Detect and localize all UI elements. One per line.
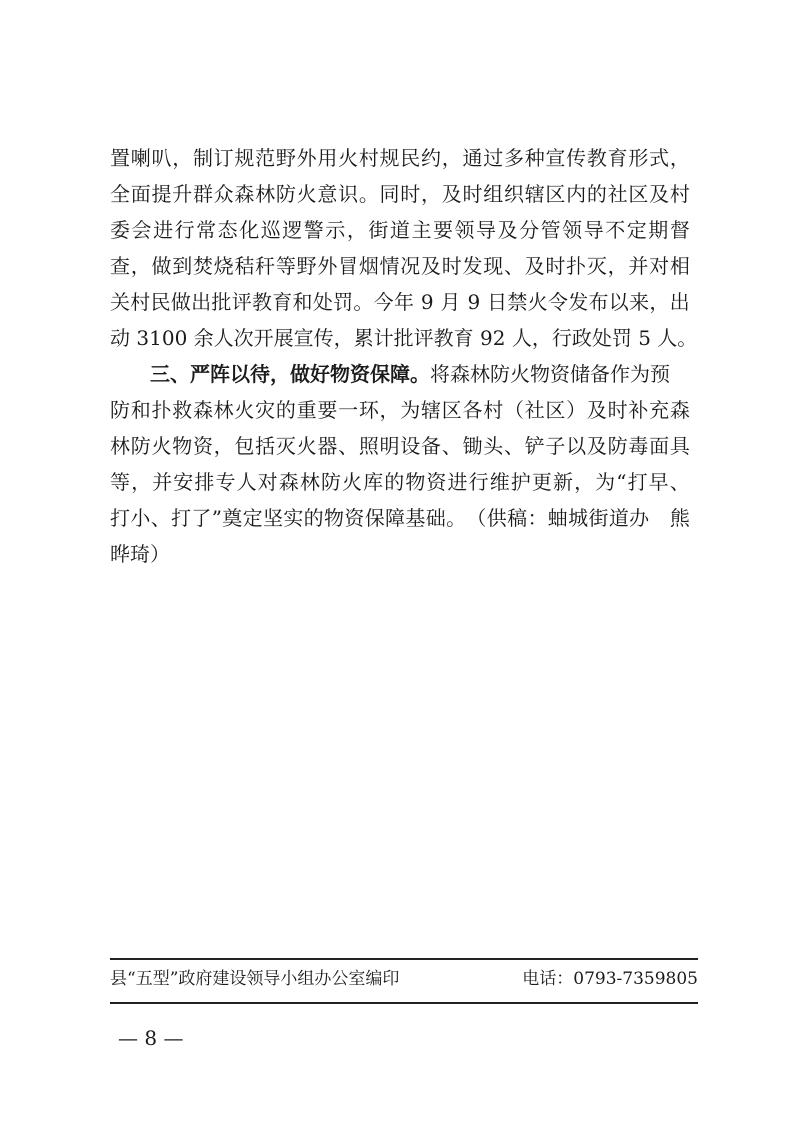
paragraph-line: 林 防 火 物 资 ， 包 括 灭 火 器 、 照 明 设 备 、 锄 头 、 铲 子 以 及 防 毒 面 具: [110, 434, 690, 458]
indent: [110, 356, 150, 392]
footer-bottom-rule: [110, 1002, 698, 1004]
section-heading: 三、严阵以待，做好物资保障。: [150, 362, 430, 386]
paragraph-line: 全 面 提 升 群 众 森 林 防 火 意 识 。 同 时 ， 及 时 组 织 辖 区 内 的 社 区 及 村: [110, 182, 690, 206]
section-heading-line: [110, 356, 690, 392]
footer-editor: 县“五型”政府建设领导小组办公室编印: [110, 969, 400, 989]
paragraph-line: 晔琦）: [110, 542, 170, 566]
paragraph-line: 打 小 、 打 了 ” 奠 定 坚 实 的 物 资 保 障 基 础 。 （ 供 稿 ： 蚰 城 街 道 办 熊: [110, 506, 690, 530]
paragraph-line: 等 ， 并 安 排 专 人 对 森 林 防 火 库 的 物 资 进 行 维 护 更 新 ， 为 “ 打 早 、: [110, 470, 690, 494]
paragraph-line: 查 ， 做 到 焚 烧 秸 秆 等 野 外 冒 烟 情 况 及 时 发 现 、 及 时 扑 灭 ， 并 对 相: [110, 254, 690, 278]
paragraph-line: 委 会 进 行 常 态 化 巡 逻 警 示 ， 街 道 主 要 领 导 及 分 管 领 导 不 定 期 督: [110, 218, 690, 242]
page-number: — 8 —: [118, 1026, 184, 1050]
paragraph-text: 将森林防火物资储备作为预: [430, 362, 670, 386]
paragraph-line: 动 3 1 0 0 余 人 次 开 展 宣 传 ， 累 计 批 评 教 育 9 2 人 ， 行 政 处 罚 5 人 。: [110, 326, 698, 350]
body-text: [110, 140, 698, 572]
paragraph-line: 关 村 民 做 出 批 评 教 育 和 处 罚 。 今 年 9 月 9 日 禁 火 令 发 布 以 来 ， 出: [110, 290, 690, 314]
paragraph-line: 置 喇 叭 ， 制 订 规 范 野 外 用 火 村 规 民 约 ， 通 过 多 种 宣 传 教 育 形 式 ，: [110, 146, 690, 170]
footer-top-rule: [110, 958, 698, 960]
footer-phone: 电话：0793-7359805: [522, 969, 698, 989]
paragraph-line: 防 和 扑 救 森 林 火 灾 的 重 要 一 环 ， 为 辖 区 各 村 （ 社 区 ） 及 时 补 充 森: [110, 398, 690, 422]
